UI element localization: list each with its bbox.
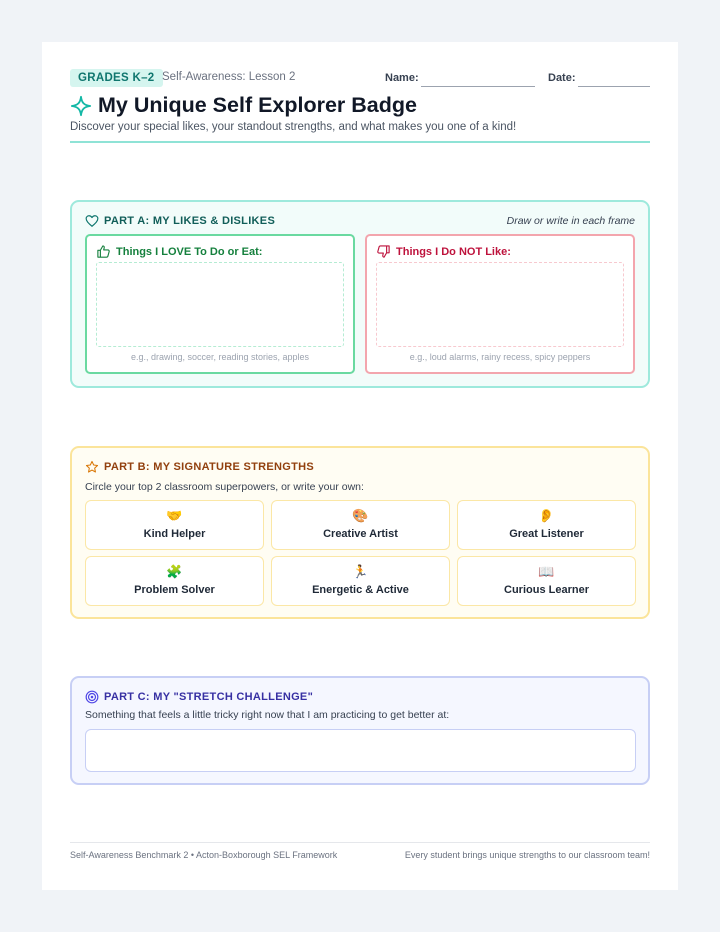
part-b-title: PART B: MY SIGNATURE STRENGTHS xyxy=(104,461,315,473)
part-a-note: Draw or write in each frame xyxy=(506,215,635,227)
part-a-section xyxy=(70,200,650,388)
strength-label: Kind Helper xyxy=(143,528,206,540)
love-hint: e.g., drawing, soccer, reading stories, apples xyxy=(130,352,310,362)
dislike-hint: e.g., loud alarms, rainy recess, spicy peppers xyxy=(409,352,591,362)
name-field[interactable] xyxy=(421,86,535,87)
thumbs-down-icon xyxy=(376,244,391,259)
runner-icon: 🏃 xyxy=(352,564,369,579)
strength-label: Creative Artist xyxy=(323,528,398,540)
date-label: Date: xyxy=(548,72,576,84)
part-b-instruction: Circle your top 2 classroom superpowers, or write your own: xyxy=(85,481,364,493)
footer-right: Every student brings unique strengths to our classroom team! xyxy=(404,850,650,860)
part-c-section xyxy=(70,676,650,785)
date-field[interactable] xyxy=(578,86,650,87)
footer-left: Self-Awareness Benchmark 2 • Acton-Boxborough SEL Framework xyxy=(70,850,338,860)
sparkle-icon xyxy=(70,95,92,117)
grade-badge: GRADES K–2 xyxy=(70,69,163,87)
target-icon xyxy=(85,690,99,704)
worksheet-page xyxy=(42,42,678,890)
strength-label: Energetic & Active xyxy=(312,584,409,596)
dislike-frame xyxy=(365,234,635,374)
stretch-challenge-answer-box[interactable] xyxy=(85,729,636,772)
strength-card[interactable] xyxy=(271,500,450,550)
part-b-section xyxy=(70,446,650,619)
love-draw-area[interactable] xyxy=(96,262,344,347)
star-icon xyxy=(85,460,99,474)
love-frame xyxy=(85,234,355,374)
dislike-title: Things I Do NOT Like: xyxy=(396,246,511,258)
strength-card[interactable] xyxy=(85,500,264,550)
handshake-icon: 🤝 xyxy=(166,508,183,523)
header-divider xyxy=(70,141,650,143)
part-c-instruction: Something that feels a little tricky right now that I am practicing to get better at: xyxy=(85,709,450,721)
strength-card[interactable] xyxy=(85,556,264,606)
love-title: Things I LOVE To Do or Eat: xyxy=(116,246,263,258)
page-subtitle: Discover your special likes, your standout strengths, and what makes you one of a kind! xyxy=(70,121,517,133)
puzzle-icon: 🧩 xyxy=(166,564,183,579)
heart-icon xyxy=(85,214,99,228)
dislike-draw-area[interactable] xyxy=(376,262,624,347)
strength-label: Great Listener xyxy=(509,528,584,540)
thumbs-up-icon xyxy=(96,244,111,259)
palette-icon: 🎨 xyxy=(352,508,369,523)
book-icon: 📖 xyxy=(538,564,555,579)
strength-card[interactable] xyxy=(457,556,636,606)
header-row xyxy=(70,69,650,87)
name-label: Name: xyxy=(385,72,419,84)
page-title: My Unique Self Explorer Badge xyxy=(98,93,417,117)
lesson-label: Self-Awareness: Lesson 2 xyxy=(162,71,296,83)
part-c-title: PART C: MY "STRETCH CHALLENGE" xyxy=(104,691,314,703)
footer-divider xyxy=(70,842,650,843)
strength-card[interactable] xyxy=(271,556,450,606)
part-a-title: PART A: MY LIKES & DISLIKES xyxy=(104,215,276,227)
ear-icon: 👂 xyxy=(538,508,555,523)
strength-card[interactable] xyxy=(457,500,636,550)
strength-label: Problem Solver xyxy=(134,584,215,596)
strength-label: Curious Learner xyxy=(504,584,589,596)
